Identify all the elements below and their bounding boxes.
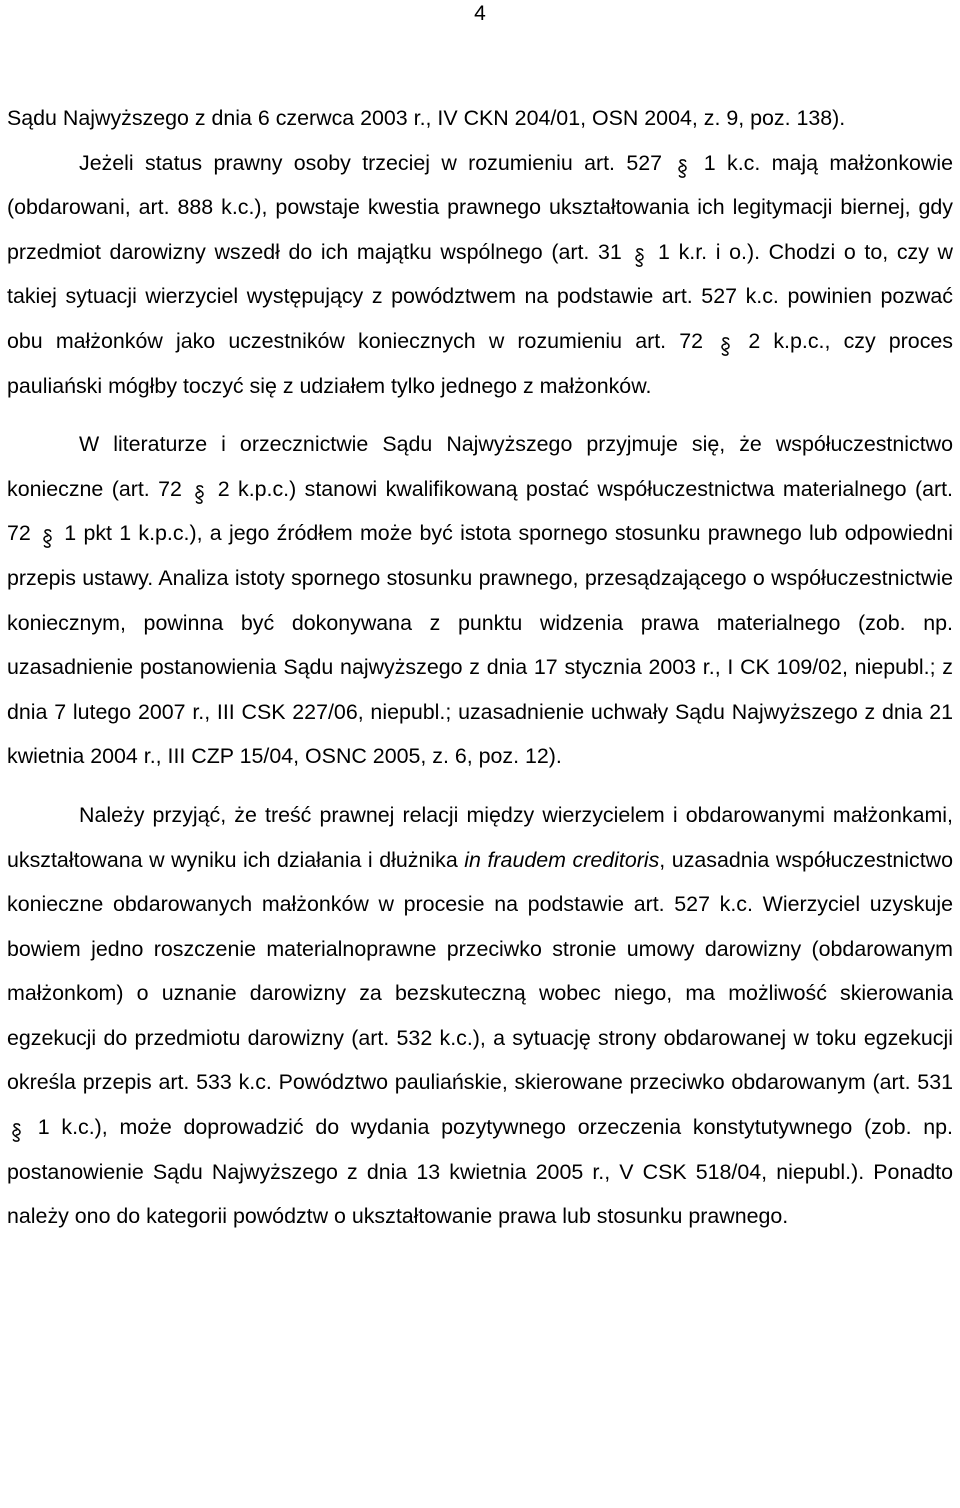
section-sign-icon (10, 1122, 23, 1143)
text-run: Jeżeli status prawny osoby trzeciej w rozumieniu art. 527 (79, 150, 674, 175)
text-run: Sądu Najwyższego z dnia 6 czerwca 2003 r., IV CKN 204/01, OSN 2004, z. 9, poz. 138). (7, 106, 846, 130)
text-run: 1 pkt 1 k.p.c.), a jego źródłem może być istota spornego stosunku prawnego lub odpowiedni przepis ustawy. Analiza istoty spornego stosunku prawnego, przesądzającego o współuczestnictwie koniecznym, powinna być dokonywana z punktu widzenia prawa materialnego (zob. np. uzasadnienie postanowienia Sądu najwyższego z dnia 17 stycznia 2003 r., I CK 109/02, niepubl.; z dnia 7 lutego 2007 r., III CSK 227/06, niepubl.; uzasadnienie uchwały Sądu Najwyższego z dnia 21 kwietnia 2004 r., III CZP 15/04, OSNC 2005, z. 6, poz. 12). (7, 521, 953, 769)
text-run: 1 k.r. i o.). Chodzi o to, czy w takiej sytuacji wierzyciel występujący z powództwem na podstawie art. 527 k.c. powinien pozwać obu małżonków jako uczestników koniecznych w rozumieniu art. 72 (7, 239, 953, 353)
paragraph-citation-continuation (7, 96, 953, 141)
section-sign-icon (193, 484, 206, 505)
text-run: 2 k.p.c.) stanowi kwalifikowaną postać współuczestnictwa materialnego (art. 72 (7, 476, 953, 546)
text-run: 1 k.c. mają małżonkowie (obdarowani, art. 888 k.c.), powstaje kwestia prawnego ukształtowania ich legitymacji biernej, gdy przedmiot darowizny wszedł do ich majątku wspólnego (art. 31 (7, 150, 954, 264)
text-run: 1 k.c.), może doprowadzić do wydania pozytywnego orzeczenia konstytutywnego (zob. np. postanowienie Sądu Najwyższego z dnia 13 kwietnia 2005 r., V CSK 518/04, niepubl.). Ponadto należy ono do kategorii powództw o ukształtowanie prawa lub stosunku prawnego. (7, 1115, 953, 1229)
paragraph-conclusion (7, 793, 953, 1239)
text-run: Należy przyjąć, że treść prawnej relacji między wierzycielem i obdarowanymi małżonkami, ukształtowana w wyniku ich działania i dłużnika (7, 802, 953, 872)
paragraph-compulsory-joinder (7, 422, 953, 779)
page-number: 4 (474, 2, 486, 25)
section-sign-icon (676, 158, 689, 179)
section-sign-icon (719, 336, 732, 357)
document-body (7, 96, 953, 1239)
section-sign-icon (41, 528, 54, 549)
italic-phrase: in fraudem creditoris (464, 847, 660, 872)
text-run: 2 k.p.c., czy proces pauliański mógłby toczyć się z udziałem tylko jednego z małżonków. (7, 328, 953, 398)
text-run: , uzasadnia współuczestnictwo konieczne obdarowanych małżonków w procesie na podstawie art. 527 k.c. Wierzyciel uzyskuje bowiem jedno roszczenie materialnoprawne przeciwko stronie umowy darowizny (obdarowanym małżonkom) o uznanie darowizny za bezskuteczną wobec niego, ma możliwość skierowania egzekucji do przedmiotu darowizny (art. 532 k.c.), a sytuację strony obdarowanej w toku egzekucji określa przepis art. 533 k.c. Powództwo pauliańskie, skierowane przeciwko obdarowanym (art. 531 (7, 847, 954, 1095)
text-run: W literaturze i orzecznictwie Sądu Najwyższego przyjmuje się, że współuczestnictwo konieczne (art. 72 (7, 432, 953, 501)
section-sign-icon (633, 247, 646, 268)
paragraph-legitimacy-question (7, 141, 953, 409)
